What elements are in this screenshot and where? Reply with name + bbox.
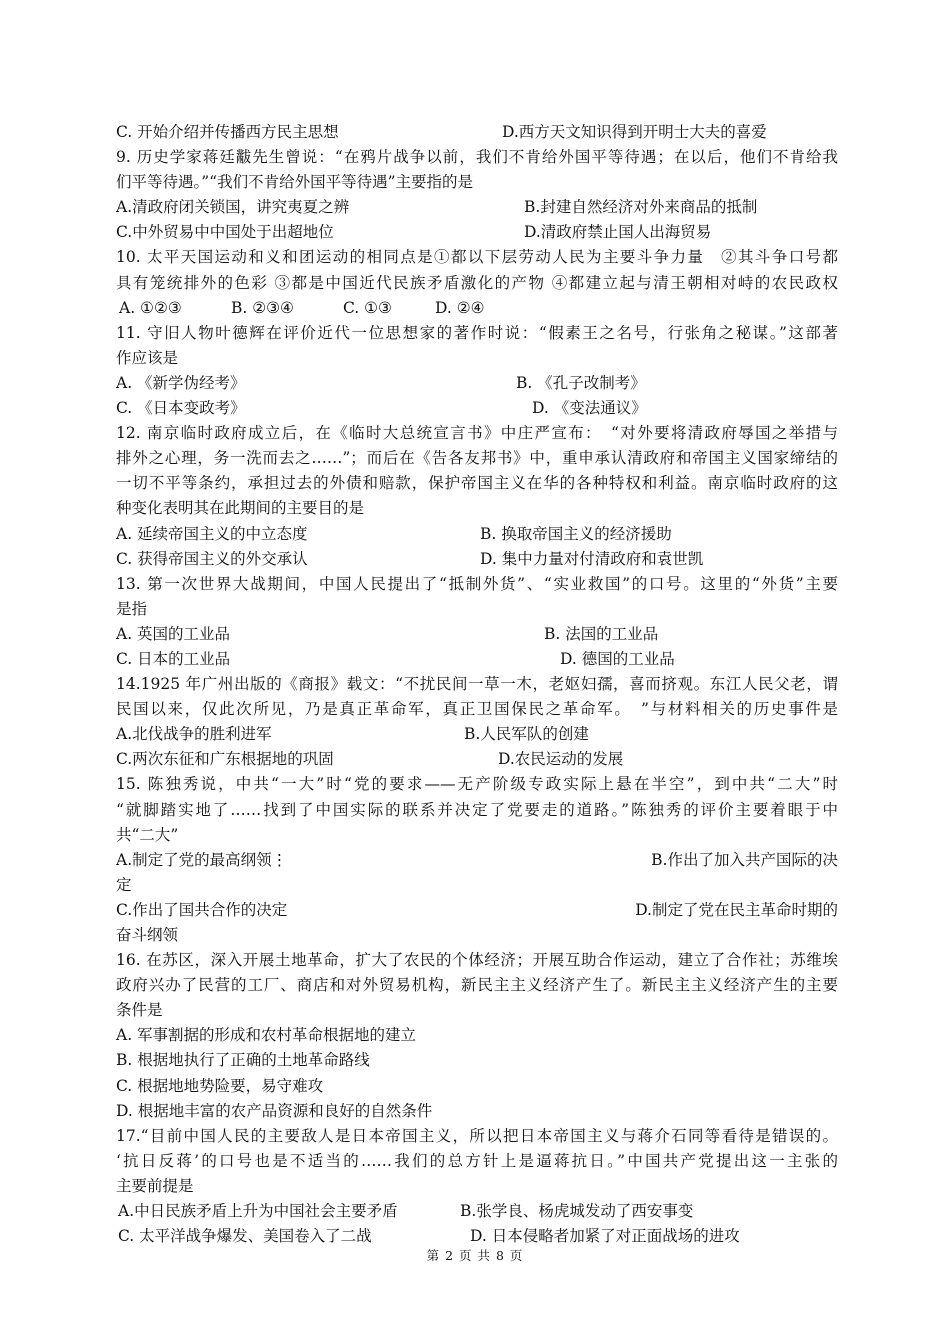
q16-option-a: A. 军事割据的形成和农村革命根据地的建立: [116, 1026, 417, 1045]
q10-option-c: C. ①③: [343, 298, 392, 317]
q14-stem-1: 14.1925 年广州出版的《商报》载文：“不扰民间一草一木，老妪妇孺，喜而挤观。东江人民父老，谓: [116, 675, 838, 694]
q13-option-c: C. 日本的工业品: [116, 649, 231, 668]
q15-options-cd: [116, 898, 838, 923]
q13-stem-1: 13. 第一次世界大战期间，中国人民提出了“抵制外货”、“实业救国”的口号。这里的“外货”主要: [116, 574, 838, 593]
q13-option-d: D. 德国的工业品: [560, 649, 675, 668]
q9-option-b: B.封建自然经济对外来商品的抵制: [524, 198, 758, 217]
q17-option-a: A.中日民族矛盾上升为中国社会主要矛盾: [118, 1202, 398, 1221]
q14-option-b: B.人民军队的创建: [464, 725, 589, 744]
q14-options-ab: [116, 722, 838, 747]
q11-options-ab: [116, 371, 838, 396]
q13-options-ab: [116, 622, 838, 647]
q15-option-c: C.作出了国共合作的决定: [116, 900, 288, 919]
q17-stem-3: 主要前提是: [116, 1176, 194, 1195]
q16-stem-1: 16. 在苏区，深入开展土地革命，扩大了农民的个体经济；开展互助合作运动，建立了合作社；苏维埃: [116, 951, 838, 970]
q12-options-ab: [116, 522, 838, 547]
q15-stem-3: 共“二大”: [116, 825, 179, 844]
q8-option-d: D.西方天文知识得到开明士大夫的喜爱: [502, 123, 767, 141]
q12-stem-2: 排外之心理，务一洗而去之……”；而后在《告各友邦书》中，重申承认清政府和帝国主义国家缔结的: [116, 449, 838, 468]
q9-stem-2: 们平等待遇。”“我们不肯给外国平等待遇”主要指的是: [116, 173, 474, 192]
q12-stem-1: 12. 南京临时政府成立后，在《临时大总统宣言书》中庄严宣布： “对外要将清政府辱国之举措与: [116, 424, 838, 443]
q12-stem-3: 一切不平等条约，承担过去的外债和赔款，保护帝国主义在华的各种特权和利益。南京临时政府的这: [116, 474, 838, 493]
q12-option-a: A. 延续帝国主义的中立态度: [116, 524, 308, 543]
q13-option-a: A. 英国的工业品: [116, 624, 231, 643]
q9-option-d: D.清政府禁止国人出海贸易: [524, 223, 712, 242]
q14-option-c: C.两次东征和广东根据地的巩固: [116, 750, 334, 769]
q17-stem-2: ‘抗日反蒋’的口号也是不适当的……我们的总方针上是逼蒋抗日。”中国共产党提出这一主张的: [116, 1151, 838, 1170]
q10-option-b: B. ②③④: [231, 298, 294, 317]
q11-stem-2: 作应该是: [116, 348, 179, 367]
q16-option-b: B. 根据地执行了正确的土地革命路线: [116, 1051, 370, 1070]
page-number-footer: 第 2 页 共 8 页: [426, 1248, 524, 1263]
q15-option-d: D.制定了党在民主革命时期的: [635, 900, 838, 919]
q14-option-d: D.农民运动的发展: [498, 750, 624, 769]
q9-stem-1: 9. 历史学家蒋廷黻先生曾说：“在鸦片战争以前，我们不肯给外国平等待遇；在以后，他们不肯给我: [116, 148, 838, 167]
q10-option-d: D. ②④: [435, 298, 485, 317]
q17-options-ab: [116, 1199, 838, 1224]
q10-stem-1: 10. 太平天国运动和义和团运动的相同点是①都以下层劳动人民为主要斗争力量 ②其斗争口号都: [116, 248, 838, 267]
q15-option-d-continued: 奋斗纲领: [116, 926, 179, 944]
q12-option-b: B. 换取帝国主义的经济援助: [480, 524, 672, 543]
q8-option-c: C. 开始介绍并传播西方民主思想: [116, 123, 339, 141]
q12-option-c: C. 获得帝国主义的外交承认: [116, 549, 308, 568]
q16-stem-3: 条件是: [116, 1001, 163, 1020]
q15-stem-2: “就脚踏实地了……找到了中国实际的联系并决定了党要走的道路。”陈独秀的评价主要着眼于中: [116, 800, 838, 819]
q11-option-d: D. 《变法通议》: [532, 399, 647, 418]
q11-stem-1: 11. 守旧人物叶德辉在评价近代一位思想家的著作时说：“假素王之名号，行张角之秘谋。”这部著: [116, 323, 838, 342]
q15-option-a: A.制定了党的最高纲领⋮: [116, 850, 288, 869]
q14-options-cd: [116, 747, 838, 772]
q17-stem-1: 17.“目前中国人民的主要敌人是日本帝国主义，所以把日本帝国主义与蒋介石同等看待是错误的。: [116, 1126, 838, 1145]
q15-options-ab: [116, 848, 838, 873]
q17-option-d: D. 日本侵略者加紧了对正面战场的进攻: [470, 1227, 740, 1246]
q17-option-c: C. 太平洋战争爆发、美国卷入了二战: [118, 1227, 372, 1246]
q9-option-c: C.中外贸易中中国处于出超地位: [116, 223, 334, 242]
q16-option-d: D. 根据地丰富的农产品资源和良好的自然条件: [116, 1101, 433, 1120]
q14-option-a: A.北伐战争的胜利进军: [116, 725, 272, 744]
q9-options-cd: [116, 220, 838, 245]
q12-option-d: D. 集中力量对付清政府和袁世凯: [480, 549, 704, 568]
q15-stem-1: 15. 陈独秀说，中共“一大”时“党的要求——无产阶级专政实际上悬在半空”，到中共“二大”时: [116, 775, 838, 794]
q11-option-b: B. 《孔子改制考》: [516, 373, 646, 392]
q10-options: [116, 296, 838, 321]
q12-stem-4: 种变化表明其在此期间的主要目的是: [116, 499, 365, 518]
exam-content: [116, 120, 838, 1249]
q13-option-b: B. 法国的工业品: [544, 624, 659, 643]
q15-option-b-continued: 定: [116, 875, 132, 894]
q11-option-c: C. 《日本变政考》: [116, 399, 246, 418]
q13-options-cd: [116, 647, 838, 672]
q15-option-b: B.作出了加入共产国际的决: [651, 850, 838, 869]
q13-stem-2: 是指: [116, 599, 148, 618]
q10-option-a: A. ①②③: [119, 298, 182, 317]
q10-stem-2: 具有笼统排外的色彩 ③都是中国近代民族矛盾激化的产物 ④都建立起与清王朝相对峙的农民政权: [116, 273, 838, 292]
q9-options-ab: [116, 195, 838, 220]
q17-option-b: B.张学良、杨虎城发动了西安事变: [460, 1202, 694, 1221]
q11-option-a: A. 《新学伪经考》: [116, 373, 246, 392]
q9-option-a: A.清政府闭关锁国，讲究夷夏之辨: [116, 198, 350, 217]
q11-options-cd: [116, 396, 838, 421]
q14-stem-2: 民国以来，仅此次所见，乃是真正革命军，真正卫国保民之革命军。 ”与材料相关的历史事件是: [116, 700, 838, 719]
q12-options-cd: [116, 547, 838, 572]
q8-options-cd: [116, 120, 838, 145]
q16-stem-2: 政府兴办了民营的工厂、商店和对外贸易机构，新民主主义经济产生了。新民主主义经济产生的主要: [116, 976, 838, 995]
q16-option-c: C. 根据地地势险要，易守难攻: [116, 1076, 324, 1095]
